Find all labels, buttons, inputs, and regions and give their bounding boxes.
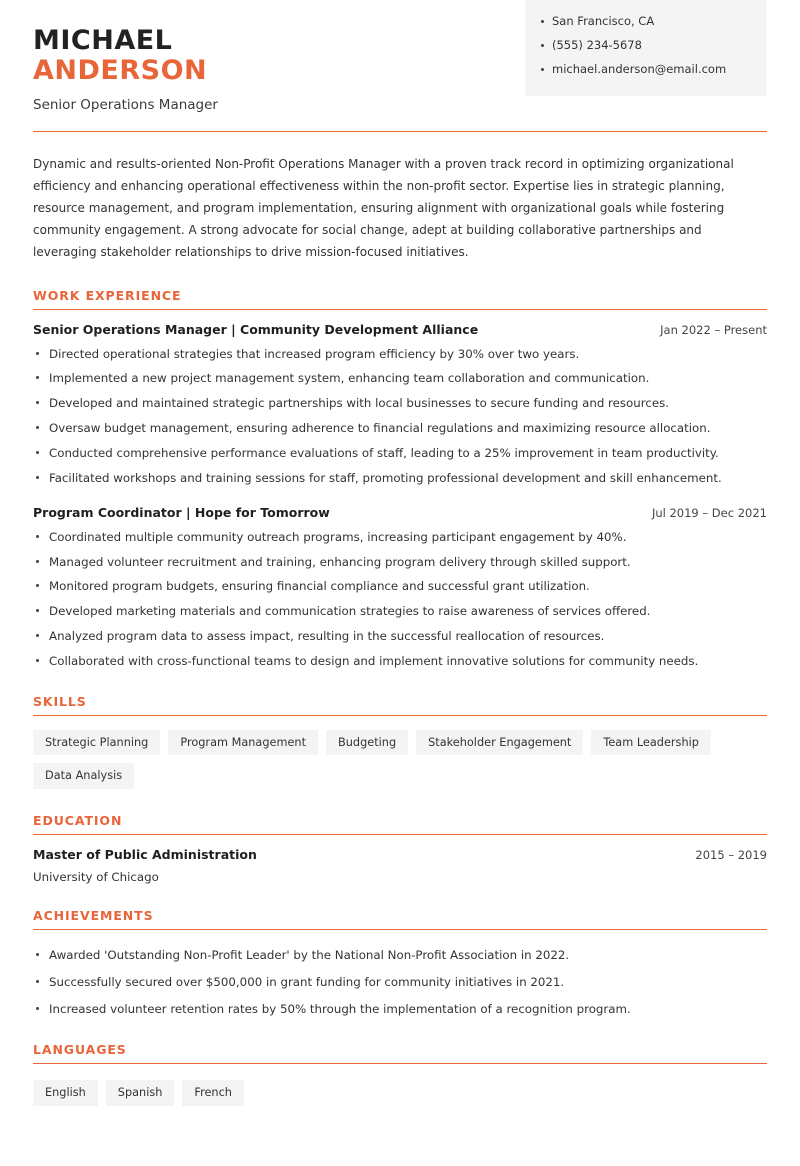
experience-role: Program Coordinator | Hope for Tomorrow — [33, 504, 330, 520]
language-chip: English — [33, 1080, 98, 1105]
section-title-education: EDUCATION — [33, 812, 123, 828]
bullet-dot-icon — [541, 44, 544, 47]
experience-bullet: Developed marketing materials and communication strategies to raise awareness of services offered. — [33, 602, 767, 620]
achievement-bullet: Increased volunteer retention rates by 50% through the implementation of a recognition program. — [33, 1000, 767, 1018]
skills-list — [33, 728, 767, 789]
education-school: University of Chicago — [33, 869, 159, 884]
experience-bullet: Coordinated multiple community outreach programs, increasing participant engagement by 40%. — [33, 528, 767, 546]
skill-chip: Strategic Planning — [33, 730, 160, 755]
education-dates: 2015 – 2019 — [695, 847, 767, 862]
contact-email[interactable] — [541, 62, 749, 77]
section-title-languages: LANGUAGES — [33, 1042, 127, 1058]
section-divider — [33, 929, 767, 930]
language-chip: French — [182, 1080, 244, 1105]
section-title-work-experience: WORK EXPERIENCE — [33, 287, 182, 303]
contact-location — [541, 14, 749, 29]
experience-bullet: Implemented a new project management system, enhancing team collaboration and communication. — [33, 369, 767, 387]
last-name: ANDERSON — [33, 55, 208, 87]
section-title-skills: SKILLS — [33, 693, 87, 709]
education-degree: Master of Public Administration — [33, 846, 257, 862]
contact-phone[interactable] — [541, 38, 749, 53]
achievement-bullet: Successfully secured over $500,000 in grant funding for community initiatives in 2021. — [33, 973, 767, 991]
section-divider — [33, 715, 767, 716]
section-work-experience — [33, 288, 767, 670]
section-divider — [33, 834, 767, 835]
bullet-dot-icon — [541, 20, 544, 23]
experience-dates: Jul 2019 – Dec 2021 — [651, 505, 767, 520]
experience-bullet: Conducted comprehensive performance evaluations of staff, leading to a 25% improvement in team productivity. — [33, 444, 767, 462]
section-achievements — [33, 908, 767, 1019]
experience-bullets — [33, 345, 767, 487]
experience-bullet: Oversaw budget management, ensuring adherence to financial regulations and maximizing resource allocation. — [33, 419, 767, 437]
section-languages — [33, 1042, 767, 1105]
experience-bullets — [33, 528, 767, 670]
experience-bullet: Managed volunteer recruitment and training, enhancing program delivery through skilled support. — [33, 553, 767, 571]
experience-entry — [33, 505, 767, 670]
education-entry — [33, 847, 767, 884]
skill-chip: Budgeting — [326, 730, 408, 755]
experience-role: Senior Operations Manager | Community Development Alliance — [33, 321, 479, 337]
experience-bullet: Facilitated workshops and training sessions for staff, promoting professional development and skill enhancement. — [33, 469, 767, 487]
achievement-bullet: Awarded 'Outstanding Non-Profit Leader' by the National Non-Profit Association in 2022. — [33, 946, 767, 964]
experience-bullet: Collaborated with cross-functional teams to design and implement innovative solutions for community needs. — [33, 652, 767, 670]
contact-location-text: San Francisco, CA — [552, 14, 655, 28]
section-divider — [33, 309, 767, 310]
skill-chip: Program Management — [168, 730, 318, 755]
page-bottom-spacer — [0, 1106, 800, 1166]
experience-bullet: Directed operational strategies that increased program efficiency by 30% over two years. — [33, 345, 767, 363]
experience-bullet: Analyzed program data to assess impact, resulting in the successful reallocation of resources. — [33, 627, 767, 645]
contact-info-box — [525, 0, 767, 96]
experience-entry — [33, 322, 767, 487]
name-block — [33, 22, 218, 113]
resume-header — [0, 0, 800, 113]
experience-bullet: Monitored program budgets, ensuring financial compliance and successful grant utilization. — [33, 577, 767, 595]
experience-header — [33, 505, 767, 520]
header-divider — [33, 131, 767, 132]
experience-header — [33, 322, 767, 337]
headline-job-title: Senior Operations Manager — [33, 97, 218, 114]
section-divider — [33, 1063, 767, 1064]
section-education — [33, 813, 767, 884]
education-header — [33, 847, 767, 862]
professional-summary: Dynamic and results-oriented Non-Profit Operations Manager with a proven track record in optimizing organizational efficiency and enhancing operational effectiveness within the non-profit sector. Expertise lies in strategic planning, resource management, and program implementation, ensuring alignment with organizational goals while fostering community engagement. A strong advocate for social change, adept at building collaborative partnerships and leveraging stakeholder relationships to drive mission-focused initiatives. — [33, 157, 734, 259]
achievements-list — [33, 942, 767, 1019]
contact-email-text: michael.anderson@email.com — [552, 61, 727, 76]
language-chip: Spanish — [106, 1080, 175, 1105]
contact-phone-text: (555) 234-5678 — [552, 37, 642, 52]
skill-chip: Data Analysis — [33, 763, 134, 788]
experience-bullet: Developed and maintained strategic partnerships with local businesses to secure funding and resources. — [33, 394, 767, 412]
section-skills — [33, 694, 767, 789]
languages-list — [33, 1076, 767, 1105]
bullet-dot-icon — [541, 68, 544, 71]
skill-chip: Team Leadership — [591, 730, 711, 755]
section-title-achievements: ACHIEVEMENTS — [33, 907, 154, 923]
experience-dates: Jan 2022 – Present — [660, 322, 767, 337]
skill-chip: Stakeholder Engagement — [416, 730, 583, 755]
first-name: MICHAEL — [33, 25, 173, 56]
